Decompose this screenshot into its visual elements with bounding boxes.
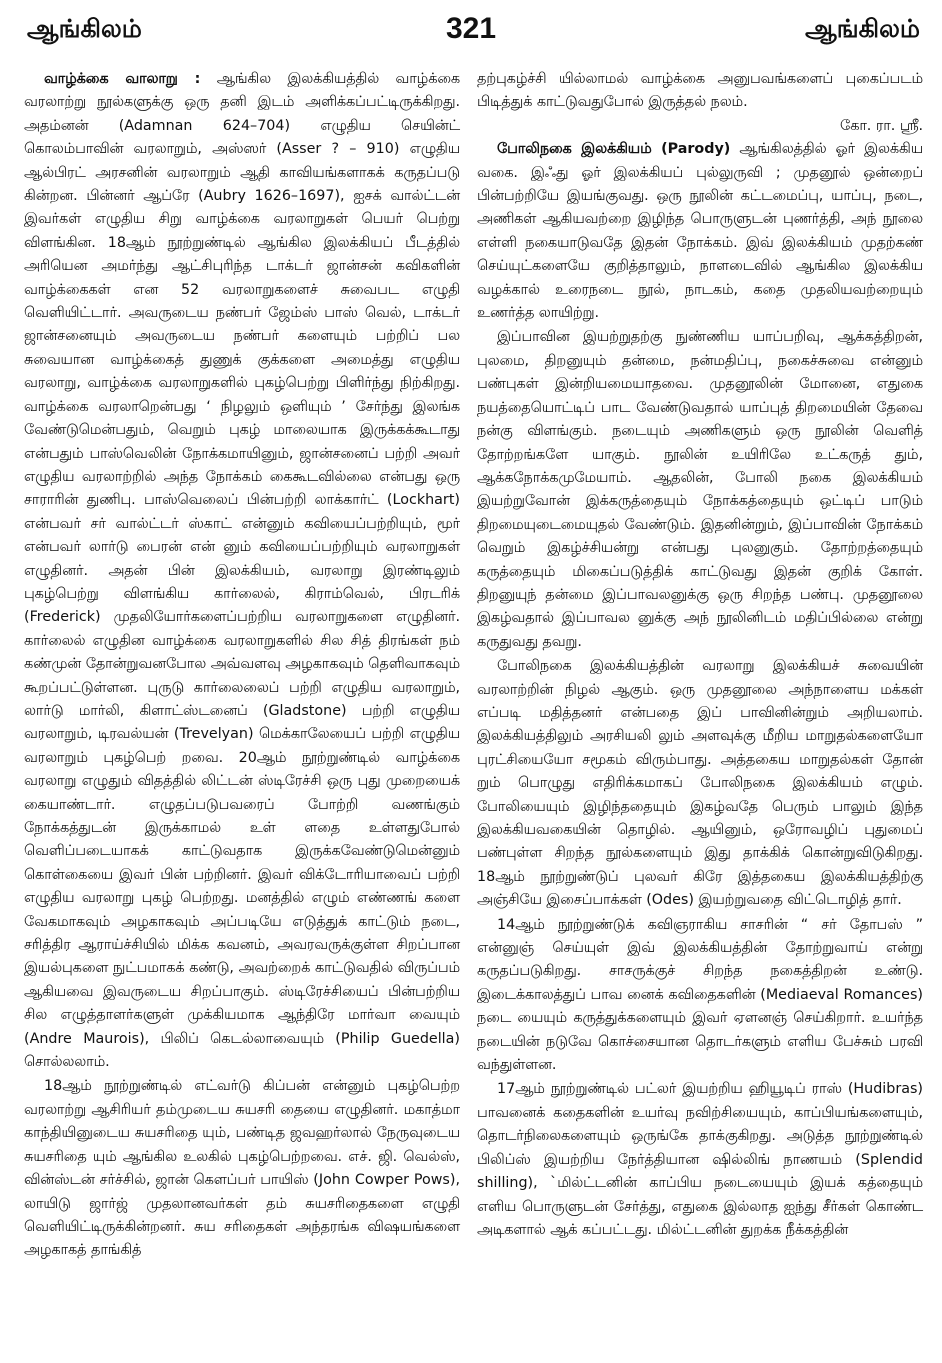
page-header <box>0 0 942 56</box>
running-head-right: ஆங்கிலம் <box>805 14 920 43</box>
parody-history-paragraph: போலிநகை இலக்கியத்தின் வரலாறு இலக்கியச் சுவையின் வரலாற்றின் நிழல் ஆகும். ஒரு முதனூலை அந்நாளைய மக்கள் எப்படி மதித்தனர் என்பதை இப் பாவினின்றும் அறியலாம். இலக்கியத்திலும் அரசியலி லும் அளவுக்கு மீறிய மாறுதல்களையோ புரட்சியையோ சமூகம் விரும்பாது. அத்தகைய மாறுதல்கள் தோன் றும் பொழுது எதிரிக்கமாகப் போலிநகை இலக்கியம் எழும். போலியையும் இழிந்ததையும் இகழ்வதே பெரும் பாலும் இந்த இலக்கியவகையின் தொழில். ஆயினும், ஒரோவழிப் புதுமைப் பண்புள்ள சிறந்த நூல்களையும் இது தாக்கிக் கொன்றுவிடுகிறது. 18ஆம் நூற்றுண்டுப் புலவர் கிரே இத்தகைய இலக்கியத்திற்கு அஞ்சியே இசைப்பாக்கள் (Odes) இயற்றுவதை விட்டொழித் தார். <box>477 658 923 909</box>
chaucer-paragraph: 14ஆம் நூற்றுண்டுக் கவிஞராகிய சாசரின் “ சர் தோபஸ் ” என்னுஞ் செய்யுள் இவ் இலக்கியத்தின் தோற்றுவாய் என்று கருதப்படுகிறது. சாசருக்குச் சிறந்த நகைத்திறன் உண்டு. இடைக்காலத்துப் பாவ னைக் கவிதைகளின் (Mediaeval Romances) நடை யையும் கருத்துக்களையும் இவர் ஏளனஞ் செய்கிறார். உயர்ந்த நடையின் நடுவே கொச்சையான தொடர்களும் எளிய பேச்சும் பரவி வந்துள்ளன. <box>477 916 923 1074</box>
parody-qualities-paragraph: இப்பாவின இயற்றுதற்கு நுண்ணிய யாப்பறிவு, ஆக்கத்திறன், புலமை, திறனுயும் தன்மை, நன்மதிப்பு, நகைச்சுவை என்னும் பண்புகள் இன்றியமையாதவை. முதனூலின் மோனை, எதுகை நயத்தையொட்டிப் பாட வேண்டுவதால் யாப்புத் திறமையின் தேவை நன்கு விளங்கும். நடையும் அணிகளும் ஒரு நூலின் வெளித் தோற்றங்களே யாகும். நூலின் உயிரிலே உட்கருத் தும், ஆக்கநோக்கமுமேயாம். ஆதலின், போலி நகை இலக்கியம் இயற்றுவோன் இக்கருத்தையும் நோக்கத்தையும் ஒட்டிப் பாடும் திறமையுடைமையுதல் வேண்டும். இதனின்றும், இப்பாவின் நோக்கம் வெறும் இகழ்ச்சியன்று என்பது புலனுகும். தோற்றத்தையும் கருத்தையும் மிகைப்படுத்திக் காட்டுவது இதன் குறிக் கோள். திறனுயுந் தன்மை இப்பாவலனுக்கு ஒரு சிறந்த பண்பு. முதனூலை இகழ்வதால் இப்பாவல னுக்கு அந் நூலினிடம் மதிப்பில்லை என்று கருதுவது தவறு. <box>477 329 923 650</box>
page-number: 321 <box>445 12 497 45</box>
parody-intro-paragraph <box>477 138 923 325</box>
paragraph-text: ஆங்கிலத்தில் ஓர் இலக்கிய வகை. இஃது ஓர் இலக்கியப் புல்லுருவி ; முதனூல் ஒன்றைப் பின்பற்றியே இயங்குவது. ஒரு நூலின் கட்டமைப்பு, யாப்பு, நடை, அணிகள் ஆகியவற்றை இழிந்த பொருளுடன் புணர்த்தி, அந் நூலை எள்ளி நகையாடுவதே இதன் நோக்கம். இவ் இலக்கியம் முதற்கண் செய்யுட்களையே குறித்தாலும், நாளடைவில் ஆங்கில இலக்கிய வழக்கால் உரைநடை நூல், நாடகம், கதை முதலியவற்றையும் உணர்த்த லாயிற்று. <box>477 141 923 322</box>
section-heading-parody: போலிநகை இலக்கியம் (Parody) <box>497 141 731 158</box>
autobiography-paragraph: 18ஆம் நூற்றுண்டில் எட்வர்டு கிப்பன் என்னும் புகழ்பெற்ற வரலாற்று ஆசிரியர் தம்முடைய சுயசரி தையை எழுதினர். மகாத்மா காந்தியினுடைய சுயசரிதை யும், பண்டித ஜவஹர்லால் நேருவுடைய சுயசரிதை யும் ஆங்கில உலகில் புகழ்பெற்றவை. எச். ஜி. வெல்ஸ், வின்ஸ்டன் சர்ச்சில், ஜான் கௌப்பர் பாயிஸ் (John Cowper Pows), லாயிடு ஜார்ஜ் முதலானவர்கள் தம் சுயசரிதைகளை எழுதி வெளியிட்டிருக்கின்றனர். சுய சரிதைகள் அந்தரங்க விஷயங்களை அழகாகத் தாங்கித் <box>24 1078 460 1259</box>
biography-paragraph <box>24 68 460 1074</box>
author-signature: கோ. ரா. ஸ்ரீ. <box>840 117 923 134</box>
running-head-left: ஆங்கிலம் <box>27 14 142 43</box>
paragraph-text: ஆங்கில இலக்கியத்தில் வாழ்க்கை வரலாற்று நூல்களுக்கு ஒரு தனி இடம் அளிக்கப்பட்டிருக்கிறது. அதம்னன் (Adamnan 624–704) எழுதிய செயின்ட் கொலம்பாவின் வரலாறும், அஸ்ஸர் (Asser ? – 910) எழுதிய ஆல்பிரட் அரசனின் வரலாறும் ஆதி காவியங்களாகக் கருதப்படு கின்றன. பின்னர் ஆப்ரே (Aubry 1626–1697), ஐசக் வால்ட்டன் இவர்கள் எழுதிய சிறு வாழ்க்கை வரலாறுகள் பெயர் பெற்று விளங்கின. 18ஆம் நூற்றுண்டில் ஆங்கில இலக்கியப் பீடத்தில் அரியென அமர்ந்து ஆட்சிபுரிந்த டாக்டர் ஜான்சன் கவிகளின் வாழ்க்கைகள் என 52 வரலாறுகளைச் சுவைபட எழுதி வெளியிட்டார். அவருடைய நண்பர் ஜேம்ஸ் பாஸ் வெல், டாக்டர் ஜான்சனையும் அவருடைய நண்பர் களையும் பற்றிப் பல சுவையான வாழ்க்கைத் துணுக் குக்களை அமைத்து எழுதிய வரலாறு, வாழ்க்கை வரலாறுகளில் புகழ்பெற்று பிளிர்ந்து நிற்கிறது. வாழ்க்கை வரலாறென்பது ‘ நிழலும் ஒளியும் ’ சேர்ந்து இலங்க வேண்டுமென்பதும், வெறும் புகழ் மாலையாக இருக்கக்கூடாது என்பதும் பாஸ்வெலின் நோக்கமாயினும், ஜான்சனைப் பற்றி அவர் எழுதிய வரலாற்றில் அந்த நோக்கம் கைகூடவில்லை என்பது ஒரு சாராரின் துணிபு. பாஸ்வெலைப் பின்பற்றி லாக்கார்ட் (Lockhart) என்பவர் சர் வால்ட்டர் ஸ்காட் என்னும் கவியைப்பற்றியும், மூர் என்பவர் லார்டு பைரன் என் னும் கவியைப்பற்றியும் வரலாறுகள் எழுதினர். அதன் பின் இலக்கியம், வரலாறு இரண்டிலும் புகழ்பெற்று விளங்கிய கார்லைல், கிராம்வெல், பிரடரிக் (Frederick) முதலியோர்களைப்பற்றிய வரலாறுகளை எழுதினர். கார்லைல் எழுதின வாழ்க்கை வரலாறுகளில் சில சித் திரங்கள் நம் கண்முன் தோன்றுவனபோல அவ்வளவு அழகாகவும் தெளிவாகவும் கூறப்பட்டுள்ளன. புருடு கார்லைலைப் பற்றி எழுதிய வரலாறும், லார்டு மார்லி, கிளாட்ஸ்டனைப் (Gladstone) பற்றி எழுதிய வரலாறும், டிரவல்யன் (Trevelyan) மெக்காலேயைப் பற்றி எழுதிய வரலாறும் புகழ்பெற் றவை. 20ஆம் நூற்றுண்டில் வாழ்க்கை வரலாறு எழுதும் விதத்தில் லிட்டன் ஸ்டிரேச்சி ஒரு புது முறையைக் கையாண்டார். எழுதப்படுபவரைப் போற்றி வணங்கும் நோக்கத்துடன் இருக்காமல் உள் ளதை உள்ளதுபோல் வெளிப்படையாகக் காட்டுவதாக இருக்கவேண்டுமென்னும் கொள்கையை இவர் பின் பற்றினர். இவர் விக்டோரியாவைப் பற்றி எழுதிய வரலாறு புகழ் பெற்றது. மனத்தில் எழும் எண்ணங் களை வேகமாகவும் அழகாகவும் அப்படியே எடுத்துக் காட்டும் நடை, சரித்திர ஆராய்ச்சியில் மிக்க கவனம், அவரவருக்குள்ள சிறப்பான இயல்புகளை நுட்பமாகக் கண்டு, அவற்றைக் காட்டுவதில் விருப்பம் ஆகியவை இவருடைய சிறப்பாகும். ஸ்டிரேச்சியைப் பின்பற்றிய சில எழுத்தாளர்களுள் முக்கியமாக ஆந்திரே மார்வா வையும் (Andre Maurois), பிலிப் கெடல்லாவையும் (Philip Guedella) சொல்லலாம். <box>24 71 461 1071</box>
continued-paragraph: தற்புகழ்ச்சி யில்லாமல் வாழ்க்கை அனுபவங்களைப் புகைப்படம் பிடித்துக் காட்டுவதுபோல் இருத்தல் நலம். <box>477 71 923 111</box>
left-column <box>24 68 460 1263</box>
section-heading-biography: வாழ்க்கை வாலாறு : <box>44 71 201 87</box>
seventeenth-century-paragraph: 17ஆம் நூற்றுண்டில் பட்லர் இயற்றிய ஹியூடிப் ராஸ் (Hudibras) பாவனைக் கதைகளின் உயர்வு நவிற்சியையும், காப்பியங்களையும், தொடர்நிலைகளையும் ஒருங்கே தாக்குகிறது. அடுத்த நூற்றுண்டில் பிலிப்ஸ் இயற்றிய நேர்த்தியான ஷில்லிங் நாணயம் (Splendid shilling), `மில்ட்டனின் காப்பிய நடையையும் இயக் கத்தையும் எளிய பொருளுடன் சேர்த்து, எதுகை இல்லாத ஐந்து சீர்கள் கொண்ட அடிகளால் ஆக் கப்பட்டது. மில்ட்டனின் துறக்க நீக்கத்தின் <box>477 1081 923 1238</box>
right-column <box>477 68 923 1242</box>
